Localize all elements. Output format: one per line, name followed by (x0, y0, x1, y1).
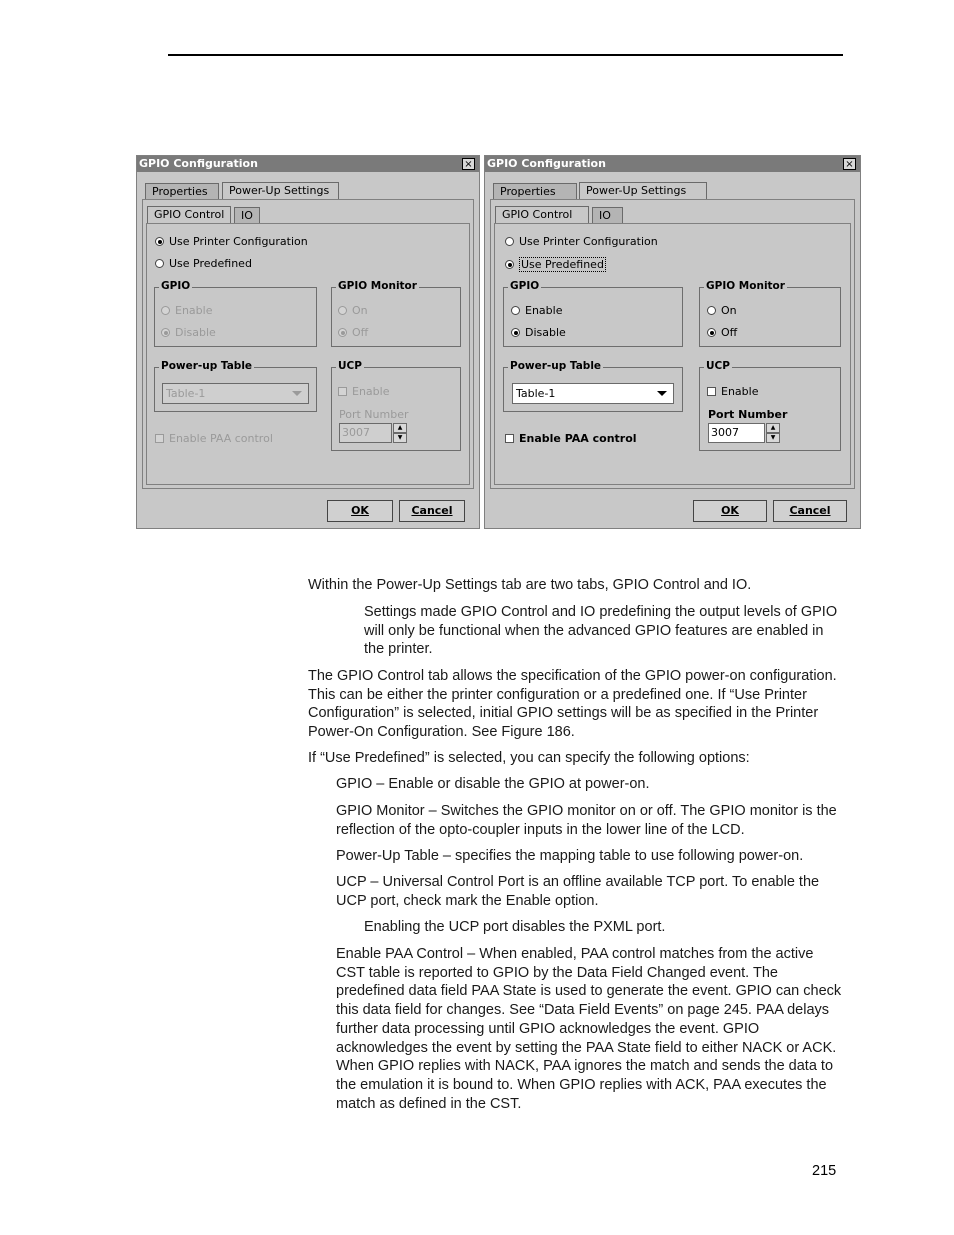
gpio-monitor-group (331, 280, 461, 347)
enable-paa-checkbox[interactable] (505, 432, 637, 445)
gpio-config-dialog-left (136, 155, 480, 529)
ucp-group (699, 360, 841, 451)
note-ucp: Enabling the UCP port disables the PXML port. (364, 919, 666, 935)
note-gpio-advanced: Settings made GPIO Control and IO predefining the output levels of GPIO will only be functional when the advanced GPIO features are enabled in the printer. (364, 604, 838, 658)
power-up-table-group (503, 360, 683, 412)
ucp-enable-checkbox[interactable] (338, 385, 389, 398)
button-label: Cancel (789, 504, 831, 517)
radio-icon (155, 259, 164, 268)
monitor-on-option[interactable] (338, 304, 368, 317)
option-label: On (352, 304, 368, 317)
ok-button[interactable] (327, 500, 393, 522)
spin-down-icon[interactable]: ▼ (766, 433, 780, 443)
use-printer-config-option[interactable] (155, 235, 308, 248)
power-up-table-group (154, 360, 317, 412)
radio-icon (511, 328, 520, 337)
option-power-up-table: Power-Up Table – specifies the mapping table to use following power-on. (336, 848, 804, 864)
tab-gpio-control[interactable]: GPIO Control (147, 206, 231, 223)
option-label: Use Predefined (169, 257, 252, 270)
radio-icon (161, 328, 170, 337)
page-number: 215 (812, 1163, 837, 1179)
cancel-button[interactable] (773, 500, 847, 522)
table-select[interactable] (162, 383, 309, 404)
gpio-enable-option[interactable] (511, 304, 562, 317)
option-label: Enable PAA control (169, 432, 273, 445)
ucp-enable-checkbox[interactable] (707, 385, 758, 398)
option-label: Disable (525, 326, 566, 339)
close-icon[interactable]: × (462, 158, 475, 170)
dialog-title: GPIO Configuration (485, 156, 860, 172)
tab-gpio-control[interactable]: GPIO Control (495, 206, 589, 223)
option-gpio: GPIO – Enable or disable the GPIO at power-on. (336, 776, 650, 792)
paragraph-predefined: If “Use Predefined” is selected, you can specify the following options: (308, 750, 750, 766)
option-label: Enable (352, 385, 390, 398)
monitor-on-option[interactable] (707, 304, 737, 317)
port-number-label: Port Number (708, 408, 788, 421)
select-value: Table-1 (516, 387, 556, 400)
paragraph-intro: Within the Power-Up Settings tab are two tabs, GPIO Control and IO. (308, 577, 752, 593)
spin-down-icon[interactable]: ▼ (393, 433, 407, 443)
group-label: GPIO (510, 280, 540, 292)
gpio-enable-option[interactable] (161, 304, 212, 317)
option-label: Use Printer Configuration (169, 235, 308, 248)
tab-properties[interactable]: Properties (145, 183, 219, 199)
header-rule (168, 54, 843, 56)
checkbox-icon (505, 434, 514, 443)
chevron-down-icon (657, 391, 667, 396)
tab-power-up-settings[interactable]: Power-Up Settings (222, 182, 339, 199)
checkbox-icon (338, 387, 347, 396)
button-label: OK (721, 504, 739, 517)
group-label: Power-up Table (161, 360, 253, 372)
option-label: Use Predefined (521, 258, 604, 271)
group-label: UCP (338, 360, 362, 372)
option-label: Off (721, 326, 738, 339)
option-ucp: UCP – Universal Control Port is an offline available TCP port. To enable the UCP port, check mark the Enable option. (336, 874, 820, 909)
port-number-label: Port Number (339, 408, 409, 421)
chevron-down-icon (292, 391, 302, 396)
port-number-field[interactable]: 3007 (708, 423, 765, 443)
option-label: On (721, 304, 737, 317)
radio-icon (338, 328, 347, 337)
radio-icon (161, 306, 170, 315)
checkbox-icon (155, 434, 164, 443)
table-select[interactable] (512, 383, 674, 404)
tab-io[interactable]: IO (592, 207, 623, 223)
option-label: Off (352, 326, 369, 339)
tab-power-up-settings[interactable]: Power-Up Settings (579, 182, 707, 199)
cancel-button[interactable] (399, 500, 465, 522)
radio-icon (511, 306, 520, 315)
select-value: Table-1 (166, 387, 206, 400)
option-label: Enable (721, 385, 759, 398)
group-label: GPIO Monitor (338, 280, 417, 292)
use-predefined-option[interactable] (155, 257, 252, 270)
radio-icon (505, 237, 514, 246)
monitor-off-option[interactable] (707, 326, 737, 339)
tab-io[interactable]: IO (234, 207, 260, 223)
radio-icon (338, 306, 347, 315)
use-predefined-option[interactable] (505, 257, 606, 272)
paragraph-gpio-control: The GPIO Control tab allows the specification of the GPIO power-on configuration. This can be either the printer configuration or a predefined one. If “Use Printer Configuration” is selected, initial GPIO settings will be as specified in the Printer Power-On Configuration. See Figure 186. (308, 668, 837, 741)
monitor-off-option[interactable] (338, 326, 368, 339)
gpio-group (503, 280, 683, 347)
port-number-field[interactable]: 3007 (339, 423, 392, 443)
button-label: OK (351, 504, 369, 517)
option-label: Enable (525, 304, 563, 317)
radio-icon (707, 328, 716, 337)
spin-up-icon[interactable]: ▲ (393, 423, 407, 433)
ok-button[interactable] (693, 500, 767, 522)
radio-icon (505, 260, 514, 269)
dialog-title: GPIO Configuration (137, 156, 479, 172)
option-label: Enable (175, 304, 213, 317)
group-label: UCP (706, 360, 730, 372)
gpio-disable-option[interactable] (161, 326, 216, 339)
button-label: Cancel (411, 504, 453, 517)
option-label: Use Printer Configuration (519, 235, 658, 248)
enable-paa-checkbox[interactable] (155, 432, 273, 445)
option-enable-paa: Enable PAA Control – When enabled, PAA control matches from the active CST table is reported to GPIO by the Data Field Changed event. The predefined data field PAA State is used to generate the event. GPIO can check this data field for changes. See “Data Field Events” on page 245. PAA delays further data processing until GPIO acknowledges the event. GPIO acknowledges the event by setting the PAA State field to either NACK or ACK. When GPIO replies with NACK, PAA ignores the match and sends the data to the emulation it is bound to. When GPIO replies with ACK, PAA executes the match as defined in the CST. (336, 946, 842, 1112)
option-gpio-monitor: GPIO Monitor – Switches the GPIO monitor on or off. The GPIO monitor is the reflection of the opto-coupler inputs in the lower line of the LCD. (336, 803, 837, 838)
group-label: GPIO (161, 280, 191, 292)
group-label: GPIO Monitor (706, 280, 785, 292)
option-label: Enable PAA control (519, 432, 637, 445)
gpio-monitor-group (699, 280, 841, 347)
ucp-group (331, 360, 461, 451)
group-label: Power-up Table (510, 360, 602, 372)
gpio-config-dialog-right (484, 155, 861, 529)
close-icon[interactable]: × (843, 158, 856, 170)
radio-icon (707, 306, 716, 315)
use-printer-config-option[interactable] (505, 235, 658, 248)
radio-icon (155, 237, 164, 246)
checkbox-icon (707, 387, 716, 396)
gpio-group (154, 280, 317, 347)
spin-up-icon[interactable]: ▲ (766, 423, 780, 433)
tab-properties[interactable]: Properties (493, 183, 577, 199)
gpio-disable-option[interactable] (511, 326, 566, 339)
option-label: Disable (175, 326, 216, 339)
